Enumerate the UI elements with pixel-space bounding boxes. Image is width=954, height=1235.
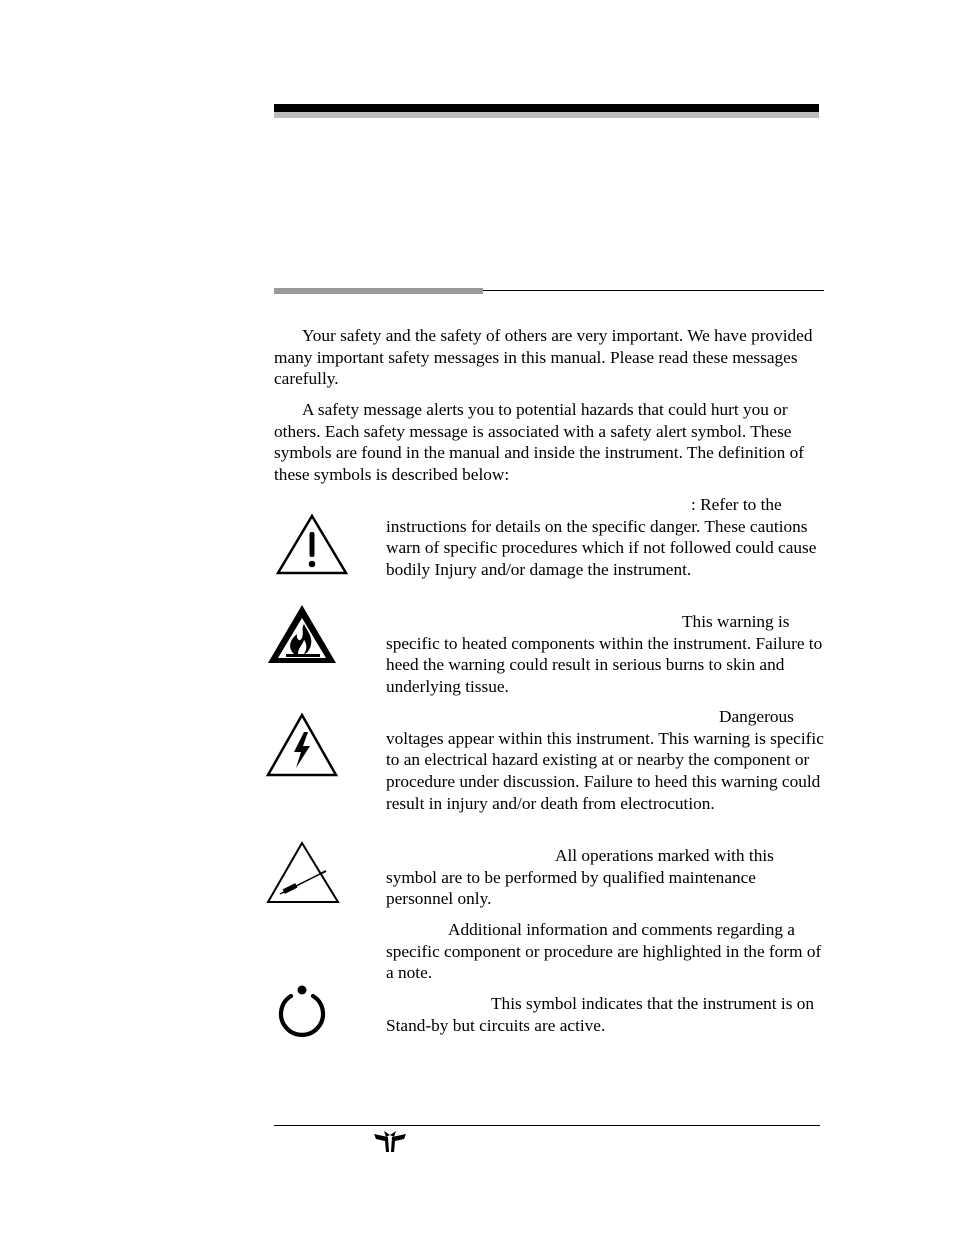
electrical-shock-icon xyxy=(264,712,344,778)
note-description: Additional information and comments regarding a specific component or procedure are highlighted in the form of a note. xyxy=(386,920,822,983)
caution-description: : Refer to the instructions for details on the specific danger. These cautions warn of specific procedures which if not followed could cause bodily Injury and/or damage the instrument. xyxy=(386,495,817,580)
hot-surface-icon xyxy=(264,602,344,666)
section-rule xyxy=(483,290,824,291)
section-rule-accent xyxy=(274,288,483,294)
header-rule xyxy=(274,104,819,112)
footer-rule xyxy=(274,1125,820,1126)
intro-paragraph-1: Your safety and the safety of others are very important. We have provided many important safety messages in this manual. Please read these messages carefully. xyxy=(274,326,813,389)
standby-power-icon xyxy=(264,984,340,1046)
technician-symbol-icon xyxy=(264,840,344,906)
electrical-shock-description: Dangerous voltages appear within this instrument. This warning is specific to an electrical hazard existing at or nearby the component or procedure under discussion. Failure to heed this warning could result in injury and/or death from electrocution. xyxy=(386,707,824,813)
caution-triangle-icon xyxy=(264,512,352,578)
intro-paragraph-2: A safety message alerts you to potential hazards that could hurt you or others. Each safety message is associated with a safety alert symbol. These symbols are found in the manual and inside the instrument. The definition of these symbols is described below: xyxy=(274,400,805,485)
hot-surface-description: This warning is specific to heated components within the instrument. Failure to heed the warning could result in serious burns to skin and underlying tissue. xyxy=(386,612,823,697)
standby-description: This symbol indicates that the instrument is on Stand-by but circuits are active. xyxy=(386,994,815,1035)
header-rule-shadow xyxy=(274,112,819,118)
technician-description: All operations marked with this symbol are to be performed by qualified maintenance personnel only. xyxy=(386,846,774,909)
teledyne-logo-icon xyxy=(372,1131,408,1153)
